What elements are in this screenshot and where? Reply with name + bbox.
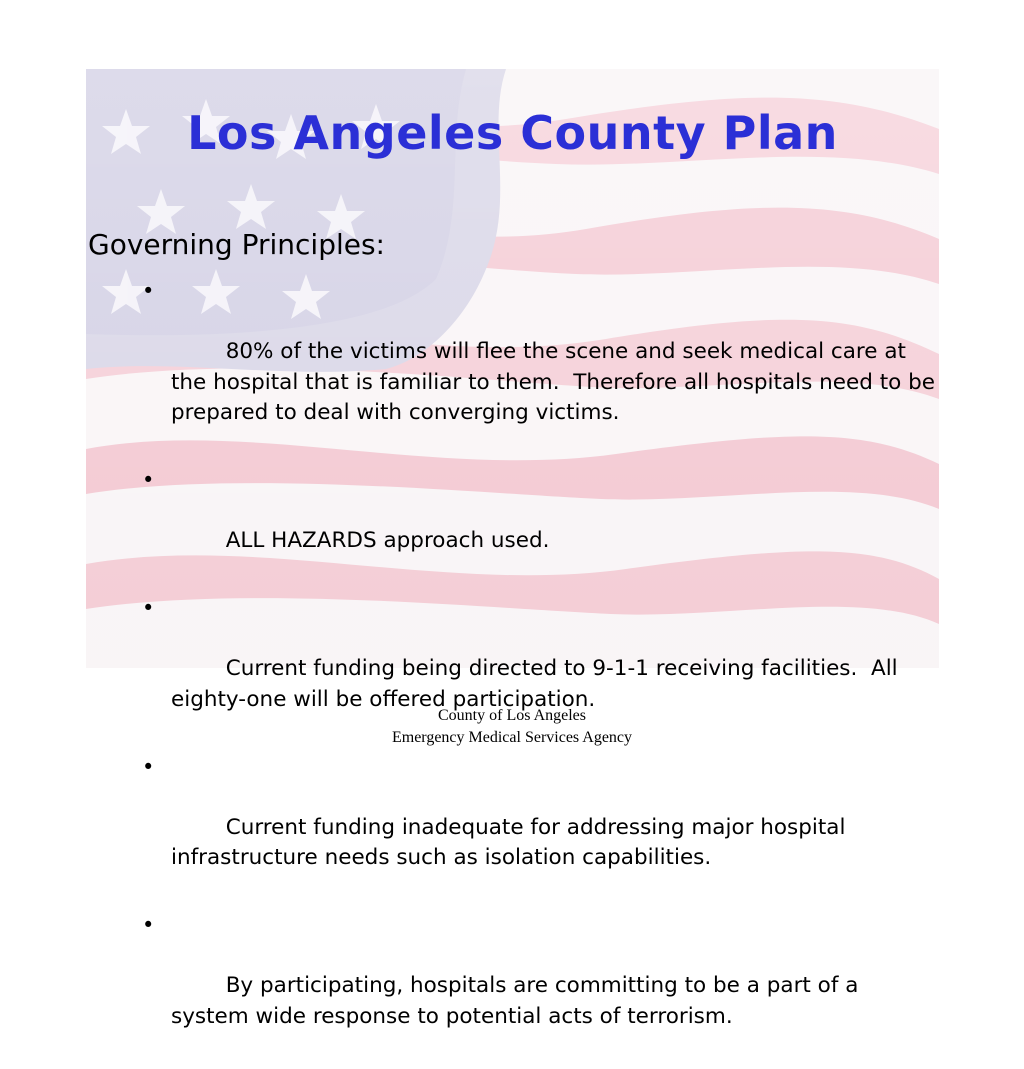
bullet-dot-icon: • <box>142 468 155 492</box>
bullet-text: Current funding being directed to 9-1-1 receiving facilities. All eighty-one will be offered participation. <box>171 656 905 712</box>
bullet-text: Current funding inadequate for addressing major hospital infrastructure needs such as isolation capabilities. <box>171 814 853 870</box>
bullet-dot-icon: • <box>142 279 155 303</box>
list-item <box>136 276 942 459</box>
bullet-dot-icon: • <box>142 913 155 937</box>
bullet-list <box>136 276 942 1069</box>
bullet-dot-icon: • <box>142 596 155 620</box>
section-heading: Governing Principles: <box>88 228 385 261</box>
list-item <box>136 910 936 1063</box>
bullet-text: 80% of the victims will flee the scene and seek medical care at the hospital that is familiar to them. Therefore all hospitals need to be prepared to deal with converging victims. <box>171 339 942 425</box>
slide-title: Los Angeles County Plan <box>187 106 838 160</box>
bullet-dot-icon: • <box>142 754 155 779</box>
list-item <box>136 752 936 905</box>
bullet-text: ALL HAZARDS approach used. <box>225 528 550 553</box>
footer <box>0 705 1024 749</box>
list-item <box>136 465 936 587</box>
bullet-text: By participating, hospitals are committing to be a part of a system wide response to potential acts of terrorism. <box>171 973 866 1029</box>
footer-agency-line: Emergency Medical Services Agency <box>391 729 633 746</box>
footer-org-line: County of Los Angeles <box>438 707 586 724</box>
